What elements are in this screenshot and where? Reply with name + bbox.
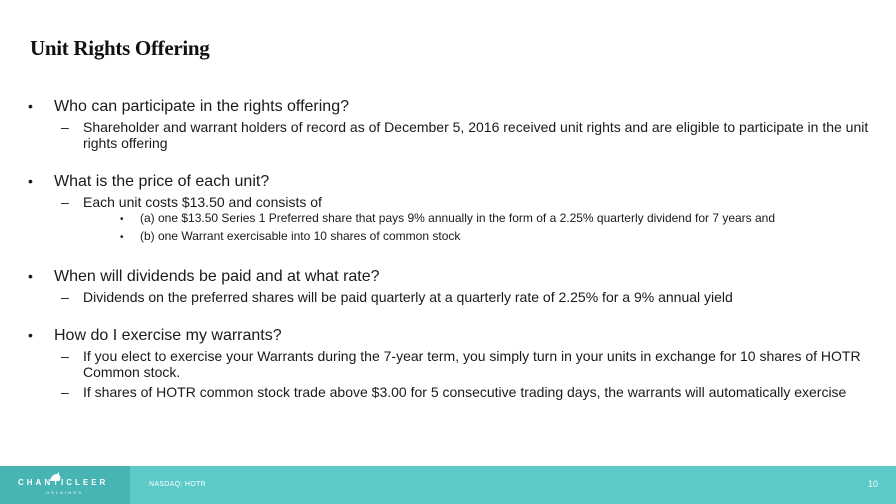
logo-wordmark: CHANTICLEER: [18, 478, 109, 487]
answer: [61, 194, 874, 210]
question-block: [28, 171, 874, 246]
question: [28, 266, 874, 287]
question: [28, 171, 874, 192]
question-block: [28, 266, 874, 305]
bullet-icon: •: [28, 327, 33, 343]
question: [28, 96, 874, 117]
question-block: [28, 325, 874, 400]
answer: [61, 119, 874, 151]
question-text: How do I exercise my warrants?: [54, 327, 282, 344]
company-logo: [0, 466, 130, 504]
question-text: Who can participate in the rights offering?: [54, 98, 349, 115]
slide-title: Unit Rights Offering: [30, 36, 210, 60]
sub-bullet: [120, 228, 874, 246]
answer-text: If you elect to exercise your Warrants during the 7-year term, you simply turn in your units in exchange for 10 shares of HOTR Common stock.: [83, 348, 861, 380]
answer: [61, 384, 874, 400]
question-block: [28, 96, 874, 151]
dash-icon: –: [61, 119, 69, 135]
logo-subtitle: HOLDINGS: [46, 490, 83, 495]
question-text: What is the price of each unit?: [54, 173, 270, 190]
answer-text: Dividends on the preferred shares will be paid quarterly at a quarterly rate of 2.25% for a 9% annual yield: [83, 289, 733, 305]
bullet-icon: •: [28, 268, 33, 284]
question: [28, 325, 874, 346]
bullet-icon: •: [28, 98, 33, 114]
answer-text: Each unit costs $13.50 and consists of: [83, 194, 322, 210]
dash-icon: –: [61, 289, 69, 305]
page-number: 10: [867, 479, 878, 489]
bullet-icon: •: [120, 214, 124, 225]
dash-icon: –: [61, 194, 69, 210]
sub-bullet-text: (b) one Warrant exercisable into 10 shares of common stock: [140, 229, 461, 243]
answer-text: Shareholder and warrant holders of record as of December 5, 2016 received unit rights and are eligible to participate in the unit rights offering: [83, 119, 869, 151]
answer-text: If shares of HOTR common stock trade above $3.00 for 5 consecutive trading days, the warrants will automatically exercise: [83, 384, 847, 400]
question-text: When will dividends be paid and at what rate?: [54, 268, 380, 285]
answer: [61, 348, 874, 380]
ticker-label: NASDAQ: HOTR: [149, 481, 206, 488]
answer: [61, 289, 874, 305]
sub-bullet-text: (a) one $13.50 Series 1 Preferred share that pays 9% annually in the form of a 2.25% quarterly dividend for 7 years and: [140, 211, 776, 225]
dash-icon: –: [61, 384, 69, 400]
bullet-icon: •: [28, 173, 33, 189]
slide-content: [28, 96, 874, 420]
dash-icon: –: [61, 348, 69, 364]
footer-bar: [0, 466, 896, 504]
sub-bullet: [120, 210, 874, 228]
bullet-icon: •: [120, 232, 124, 243]
